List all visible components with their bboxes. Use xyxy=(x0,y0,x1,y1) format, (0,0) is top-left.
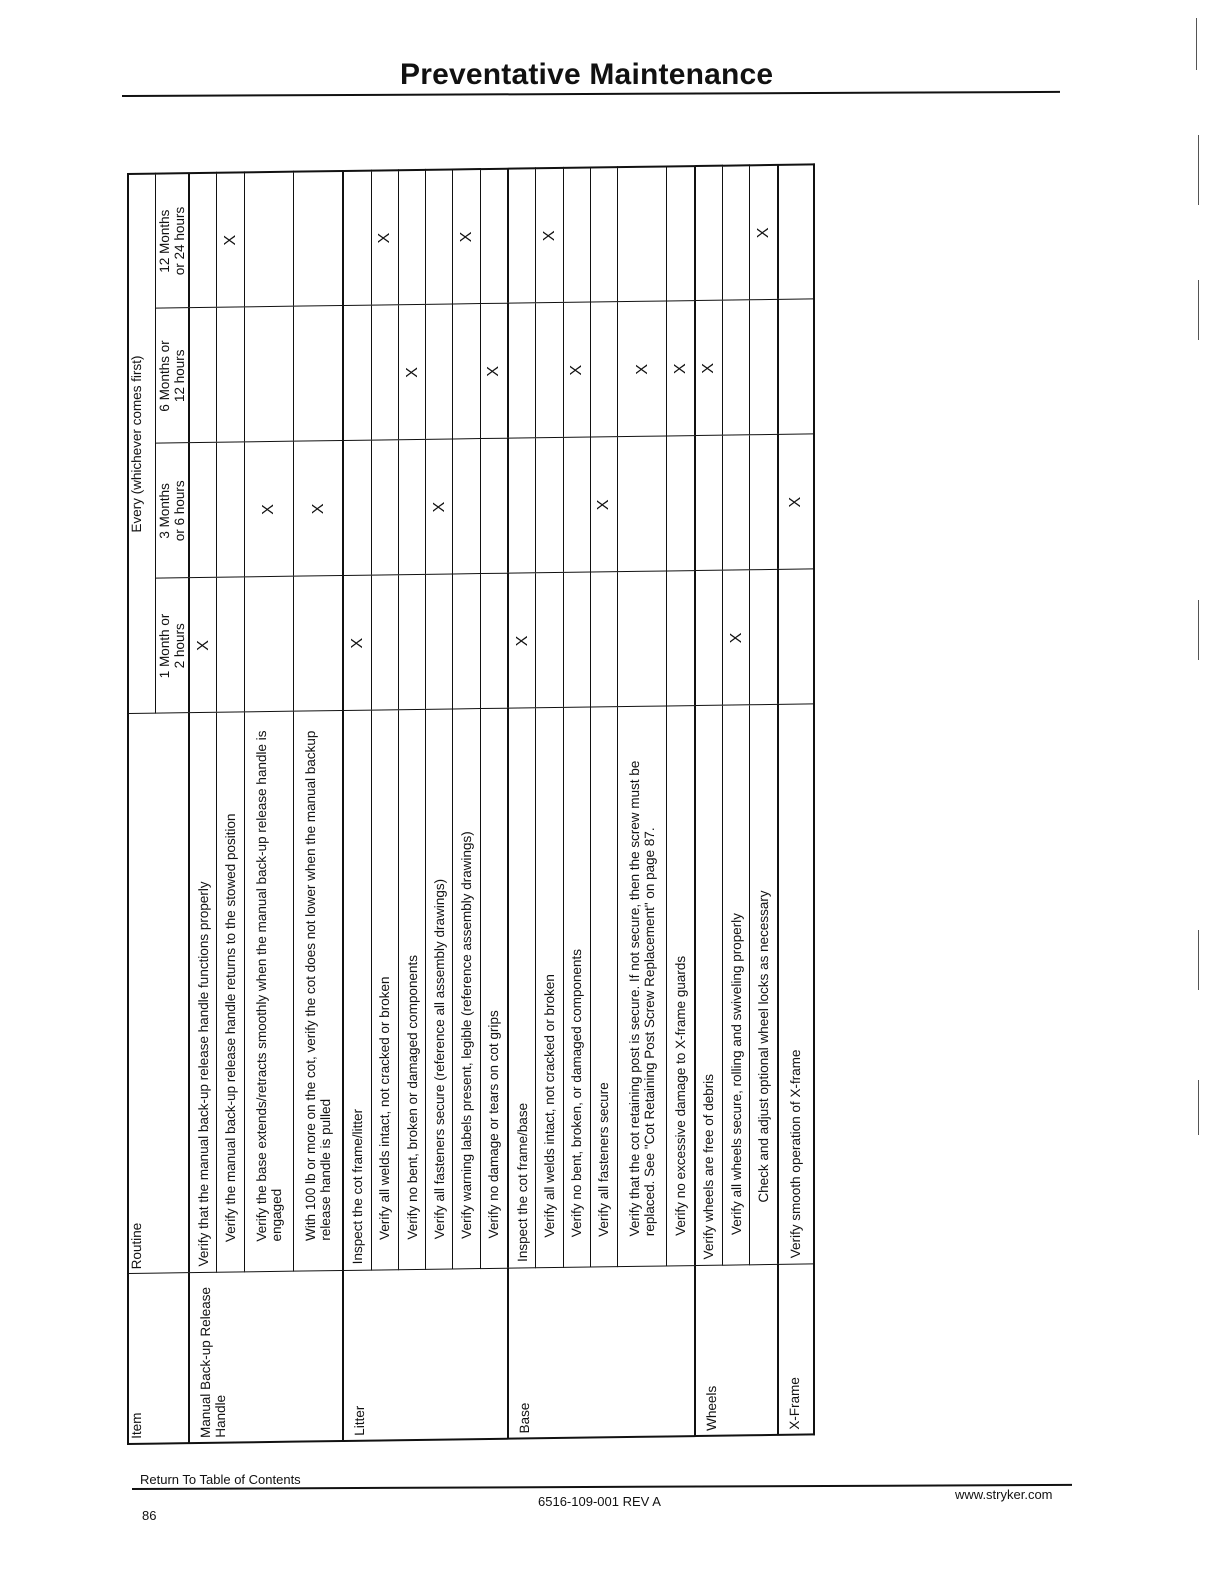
interval-header-line-1: 3 Months xyxy=(157,483,172,539)
interval-cell xyxy=(695,571,723,706)
interval-cell xyxy=(590,167,617,302)
interval-cell xyxy=(723,165,750,300)
routine-cell: Verify all fasteners secure (reference all assembly drawings) xyxy=(426,709,453,1269)
return-to-contents-link[interactable]: Return To Table of Contents xyxy=(140,1472,301,1487)
scan-mark xyxy=(1198,280,1199,340)
interval-cell xyxy=(536,303,563,438)
item-cell: X-Frame xyxy=(778,1264,814,1435)
scan-mark xyxy=(1198,1080,1199,1135)
interval-cell xyxy=(244,172,293,308)
interval-cell xyxy=(189,173,217,308)
interval-cell xyxy=(695,436,723,571)
check-mark: X xyxy=(376,232,394,244)
table-row xyxy=(590,167,617,1437)
routine-cell: Inspect the cot frame/base xyxy=(508,708,536,1268)
interval-cell xyxy=(667,166,695,301)
interval-cell xyxy=(426,304,453,439)
interval-header-line-1: 6 Months or xyxy=(157,340,172,412)
table-row xyxy=(723,165,750,1435)
interval-cell xyxy=(563,303,590,438)
check-mark: X xyxy=(754,227,772,239)
table-row xyxy=(667,166,695,1436)
interval-cell xyxy=(343,441,371,576)
routine-cell: Verify no bent, broken, or damaged components xyxy=(563,708,590,1268)
interval-cell xyxy=(563,573,590,708)
interval-header-1-month xyxy=(156,578,190,713)
interval-cell xyxy=(618,301,667,437)
table-row xyxy=(536,168,563,1438)
scan-mark xyxy=(1196,18,1197,70)
routine-cell: Verify the manual back-up release handle returns to the stowed position xyxy=(217,712,244,1272)
interval-cell xyxy=(563,438,590,573)
maintenance-schedule-table xyxy=(127,163,815,1445)
interval-cell xyxy=(453,574,480,709)
interval-cell xyxy=(618,571,667,707)
interval-cell xyxy=(750,165,778,300)
interval-cell xyxy=(343,576,371,711)
page-number: 86 xyxy=(142,1508,157,1523)
table-row xyxy=(244,172,293,1443)
item-cell: Manual Back-up Release Handle xyxy=(189,1271,343,1443)
interval-cell xyxy=(695,301,723,436)
table-row xyxy=(217,172,244,1442)
routine-cell: Verify no excessive damage to X-frame guards xyxy=(667,706,695,1266)
interval-cell xyxy=(778,164,814,300)
check-mark: X xyxy=(458,231,476,243)
interval-header-12-months xyxy=(156,173,190,309)
routine-cell: Verify the base extends/retracts smoothly when the manual back-up release handle is engaged xyxy=(244,712,293,1273)
interval-cell xyxy=(536,438,563,573)
routine-cell: Verify no damage or tears on cot grips xyxy=(480,709,508,1269)
interval-cell xyxy=(508,573,536,708)
table-row xyxy=(695,166,723,1436)
check-mark: X xyxy=(221,234,239,246)
interval-cell xyxy=(426,169,453,304)
interval-cell xyxy=(244,442,293,578)
interval-cell xyxy=(508,168,536,303)
interval-cell xyxy=(398,575,425,710)
interval-header-line-1: 1 Month or xyxy=(157,613,172,679)
interval-cell xyxy=(563,167,590,302)
interval-cell xyxy=(343,306,371,441)
interval-cell xyxy=(398,305,425,440)
interval-cell xyxy=(244,577,293,713)
check-mark: X xyxy=(309,503,327,515)
check-mark: X xyxy=(260,504,278,515)
interval-header-line-2: 2 hours xyxy=(172,623,187,669)
table-row xyxy=(189,173,217,1443)
check-mark: X xyxy=(349,637,367,649)
table-row xyxy=(426,169,453,1439)
interval-cell xyxy=(426,439,453,574)
scan-mark xyxy=(1198,600,1199,660)
scan-mark xyxy=(1198,135,1199,205)
interval-cell xyxy=(480,169,508,304)
interval-cell xyxy=(453,304,480,439)
interval-header-line-1: 12 Months xyxy=(157,209,172,273)
routine-column-header: Routine xyxy=(128,713,189,1274)
item-cell: Litter xyxy=(343,1269,508,1441)
interval-cell xyxy=(723,300,750,435)
interval-cell xyxy=(371,170,398,305)
check-mark: X xyxy=(540,230,558,242)
interval-cell xyxy=(480,574,508,709)
routine-cell: Verify that the cot retaining post is secure. If not secure, then the screw must be replaced. See "Cot Retaining Post Screw Replacement" on page 87. xyxy=(618,706,667,1267)
interval-cell xyxy=(508,438,536,573)
interval-cell xyxy=(293,441,343,577)
table-row xyxy=(618,166,667,1437)
interval-cell xyxy=(667,571,695,706)
interval-cell xyxy=(244,307,293,443)
interval-cell xyxy=(695,166,723,301)
interval-cell xyxy=(293,576,343,712)
interval-cell xyxy=(778,299,814,435)
routine-cell: Inspect the cot frame/litter xyxy=(343,711,371,1271)
routine-cell: Verify warning labels present, legible (reference assembly drawings) xyxy=(453,709,480,1269)
table-row xyxy=(750,165,778,1435)
routine-cell: Check and adjust optional wheel locks as necessary xyxy=(750,705,778,1265)
interval-header-3-months xyxy=(156,443,190,578)
check-mark: X xyxy=(700,362,718,374)
item-cell: Wheels xyxy=(695,1265,778,1436)
table-row xyxy=(563,167,590,1437)
interval-header-6-months xyxy=(156,308,190,443)
table-row xyxy=(453,169,480,1439)
check-mark: X xyxy=(672,363,690,375)
interval-header-line-2: 12 hours xyxy=(172,349,187,403)
check-mark: X xyxy=(513,635,531,647)
interval-cell xyxy=(480,304,508,439)
interval-cell xyxy=(618,436,667,572)
check-mark: X xyxy=(194,639,212,651)
interval-cell xyxy=(371,440,398,575)
interval-cell xyxy=(750,300,778,435)
interval-cell xyxy=(217,577,244,712)
item-column-header: Item xyxy=(128,1273,189,1444)
check-mark: X xyxy=(568,364,586,376)
interval-cell xyxy=(453,439,480,574)
routine-cell: Verify all fasteners secure xyxy=(590,707,617,1267)
routine-cell: Verify all welds intact, not cracked or broken xyxy=(371,710,398,1270)
interval-cell xyxy=(189,578,217,713)
interval-cell xyxy=(217,307,244,442)
table-row xyxy=(778,164,814,1435)
interval-cell xyxy=(536,168,563,303)
item-cell: Base xyxy=(508,1266,695,1439)
check-mark: X xyxy=(595,499,613,511)
table-row xyxy=(343,171,371,1441)
table-row xyxy=(508,168,536,1438)
table-row xyxy=(293,171,343,1442)
scan-mark xyxy=(1198,930,1199,990)
routine-cell: Verify that the manual back-up release handle functions properly xyxy=(189,713,217,1273)
interval-cell xyxy=(217,172,244,307)
check-mark: X xyxy=(787,496,805,508)
table-row xyxy=(371,170,398,1440)
routine-cell: With 100 lb or more on the cot, verify the cot does not lower when the manual backup release handle is pulled xyxy=(293,711,343,1272)
interval-cell xyxy=(778,569,814,705)
maintenance-table-body xyxy=(189,164,814,1443)
routine-cell: Verify all welds intact, not cracked or broken xyxy=(536,708,563,1268)
interval-cell xyxy=(189,443,217,578)
interval-cell xyxy=(778,434,814,570)
interval-cell xyxy=(398,170,425,305)
interval-cell xyxy=(371,305,398,440)
interval-cell xyxy=(590,302,617,437)
interval-cell xyxy=(590,437,617,572)
check-mark: X xyxy=(485,365,503,377)
interval-cell xyxy=(293,306,343,442)
check-mark: X xyxy=(403,367,421,378)
interval-cell xyxy=(426,574,453,709)
table-row xyxy=(398,170,425,1440)
table-row xyxy=(480,169,508,1439)
interval-cell xyxy=(217,442,244,577)
interval-group-header: Every (whichever comes first) xyxy=(128,174,156,714)
routine-cell: Verify wheels are free of debris xyxy=(695,706,723,1266)
interval-cell xyxy=(480,439,508,574)
check-mark: X xyxy=(727,632,745,644)
maintenance-table-rotated xyxy=(127,165,815,1445)
interval-cell xyxy=(508,303,536,438)
check-mark: X xyxy=(633,363,651,375)
page-title: Preventative Maintenance xyxy=(400,58,774,91)
interval-cell xyxy=(343,171,371,306)
routine-cell: Verify no bent, broken or damaged components xyxy=(398,710,425,1270)
website-url: www.stryker.com xyxy=(955,1487,1053,1502)
interval-cell xyxy=(667,436,695,571)
check-mark: X xyxy=(430,501,448,513)
interval-cell xyxy=(667,301,695,436)
interval-cell xyxy=(618,166,667,302)
interval-header-line-2: or 6 hours xyxy=(172,480,187,542)
interval-header-line-2: or 24 hours xyxy=(172,206,187,276)
interval-cell xyxy=(293,171,343,307)
interval-cell xyxy=(723,570,750,705)
interval-cell xyxy=(453,169,480,304)
routine-cell: Verify all wheels secure, rolling and swiveling properly xyxy=(723,705,750,1265)
interval-cell xyxy=(536,573,563,708)
interval-cell xyxy=(723,435,750,570)
interval-cell xyxy=(750,435,778,570)
document-number: 6516-109-001 REV A xyxy=(538,1494,661,1509)
interval-cell xyxy=(371,575,398,710)
interval-cell xyxy=(590,572,617,707)
routine-cell: Verify smooth operation of X-frame xyxy=(778,704,814,1265)
interval-cell xyxy=(189,308,217,443)
interval-cell xyxy=(398,440,425,575)
interval-cell xyxy=(750,570,778,705)
